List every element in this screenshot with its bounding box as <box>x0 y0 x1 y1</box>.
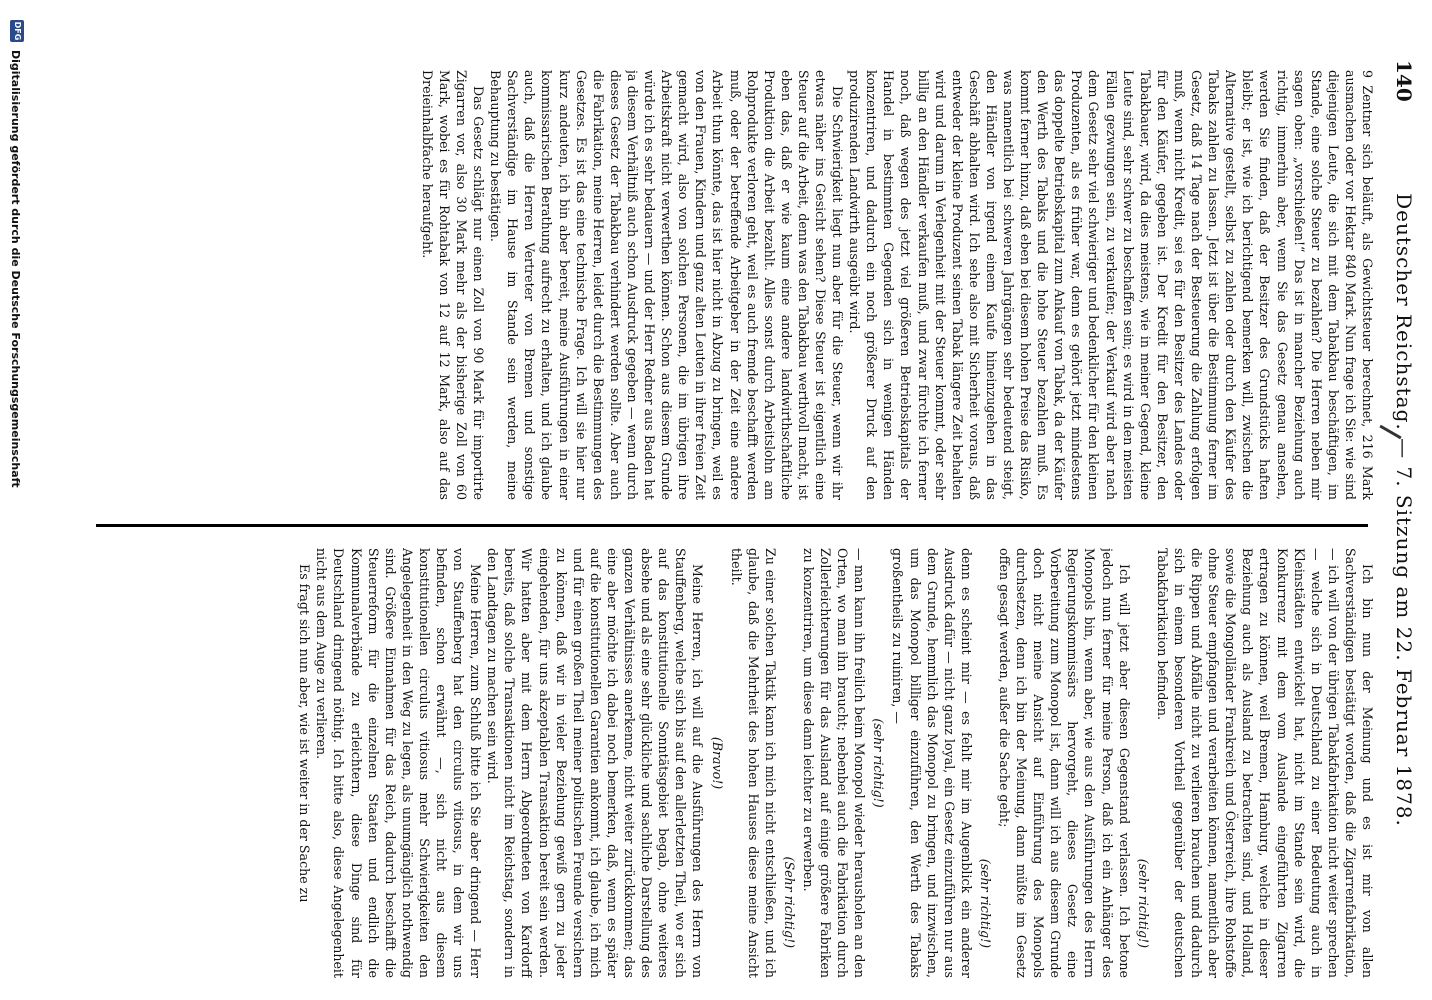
paragraph: 9 Zentner sich beläuft, als Gewichtsteuer berechnet, 216 Mark ausmachen oder vor Hektar 840 Mark. Nun frage ich Sie: wie sind diejenigen Leute, die sich mit dem Tabakbau beschäftigen, im Stande, eine solche Steuer zu bezahlen? Die Herren neben mir sagen oben: „vorschießen!“ Das ist in mancher Beziehung auch richtig, immerhin aber, wenn Sie das Gesetz genau ansehen, werden Sie finden, daß der Besitzer des Grundstücks haften bleibt; er ist, wie ich berichtigend bemerken will, zwischen die Alternative gestellt, selbst zu zahlen oder durch den Käufer des Tabaks zahlen zu lassen. Jetzt ist über die Bestimmung ferner im Gesetz, daß 14 Tage nach der Besteuerung die Zahlung erfolgen muß, wenn nicht Kredit, sei es für den Besitzer des Landes oder für den Käufer, gegeben ist. Der Kredit für den Besitzer, den Tabakbauer, wird, da dies meistens, wie in meiner Gegend, kleine Leute sind, sehr schwer zu beschaffen sein; es wird in den meisten Fällen gezwungen sein, zu verkaufen; der Verkauf wird aber nach dem Gesetz sehr viel schwieriger und bedenklicher für den kleinen Produzenten, als es früher war, denn es gehört jetzt mindestens das doppelte Betriebskapital zum Ankauf von Tabak, da der Käufer den Werth des Tabaks und die hohe Steuer bezahlen muß. Es kommt ferner hinzu, daß eben bei diesem hohen Preise das Risiko, was namentlich bei schweren Jahrgängen sehr bedeutend steigt, den Händler von irgend einem Kaufe hineinzugehen in das Geschäft abhalten wird. Ich sehe also mit Sicherheit voraus, daß entweder der kleine Produzent seinen Tabak längere Zeit behalten wird und darum in Verlegenheit mit der Steuer kommt, oder sehr billig an den Händler verkaufen muß, und zwar fürchte ich ferner noch, daß wegen des jetzt viel größeren Betriebskapitals der Handel in bestimmten Gegenden sich in wenigen Händen konzentriren, und dadurch ein noch größerer Druck auf den produzirenden Landwirth ausgeübt wird. <box>847 70 1375 500</box>
paragraph: Die Schwierigkeit liegt nun aber für die Steuer, wenn wir ihr etwas näher ins Gesicht sehen? Diese Steuer ist eigentlich eine Steuer auf die Arbeit, denn was den Tabakbau werthvoll macht, ist eben das, daß er wie kaum eine andere landwirthschaftliche Produktion die Arbeit bezahlt. Alles sonst durch Arbeitslohn am Rohprodukte verloren geht, weil es auch fremde beschafft werden muß, oder der betreffende Arbeitgeber in der Zeit eine andere Arbeit thun könnte, das ist hier nicht in Abzug zu bringen, weil es von den Frauen, Kindern und ganz alten Leuten in ihrer freien Zeit gemacht wird, also von solchen Personen, die im übrigen ihre Arbeitskraft nicht verwerthen können. Schon aus diesem Grunde würde ich es sehr bedauern — und der Herr Redner aus Baden hat ja diesem Verhältniß auch schon Ausdruck gegeben — wenn durch dieses Gesetz der Tabakbau verhindert werden sollte. Aber auch die Fabrikation, meine Herren, leidet durch die Bestimmungen des Gesetzes. Es ist das eine technische Frage. Ich will sie hier nur kurz andeuten, ich bin aber bereit, meine Ausführungen in einer kommissarischen Berathung aufrecht zu erhalten, und ich glaube auch, daß die Herren Vertreter von Bremen und sonstige Sachverständige im Hause im Stande sein werden, meine Behauptung zu bestätigen. <box>488 70 846 500</box>
digitization-footer <box>2 20 28 980</box>
paragraph: Das Gesetz schlägt nur einen Zoll von 90 Mark für importirte Zigarren vor, also 30 Mark mehr als der bisherige Zoll von 60 Mark, wobei es für Rohtabak von 12 auf 12 Mark, also auf das Dreieinhalbfache heraufgeht. <box>419 70 487 500</box>
paragraph: Ich will jetzt aber diesen Gegenstand verlassen. Ich betone jedoch nun ferner für meine Person, daß ich ein Anhänger des Monopols bin, wenn aber, wie aus den Ausführungen des Herrn Regierungskommissärs hervorgeht, dieses Gesetz eine Vorbereitung zum Monopol ist, dann will ich aus diesem Grunde doch nicht meine Ansicht auf Einführung des Monopols durchsetzen, denn ich bin der Meinung, dann müßte im Gesetz offen gesagt werden, außer die Sache geht; <box>997 548 1132 978</box>
paragraph: denn es scheint mir — es fehlt mir im Augenblick ein anderer Ausdruck dafür — nicht ganz loyal, ein Gesetz einzuführen nur aus dem Grunde, hemmlich das Monopol zu bringen, und inzwischen, um das Monopol billiger einzuführen, den Werth des Tabaks großentheils zu ruiniren, — <box>890 548 974 978</box>
stage-direction: (Sehr richtig!) <box>781 856 797 948</box>
stage-direction: (Bravo!) <box>709 736 725 790</box>
paragraph: Es fragt sich nun aber, wie ist weiter in der Sache zu <box>297 564 313 903</box>
stage-direction: (sehr richtig!) <box>871 718 887 808</box>
text-column-right <box>70 548 1376 978</box>
stage-direction: (sehr richtig!) <box>977 858 993 948</box>
paragraph: Meine Herren, zum Schluß bitte ich Sie aber dringend — Herr von Stauffenberg hat den circulus vitiosus, in dem wir uns befinden, schon erwähnt —, sich nicht aus diesem konstitutionellen circulus vitiosus mehr Schwierigkeiten den Angelegenheit in den Weg zu legen, als unumgänglich nothwendig sind. Größere Einnahmen für das Reich, dadurch beschafft die Steuerreform für die einzelnen Staaten und endlich die Kommunalverbände zu erleichtern, diese Dinge sind für Deutschland dringend nöthig. Ich bitte also, diese Angelegenheit nicht aus dem Auge zu verlieren. <box>314 548 484 978</box>
paragraph: Ich bin nun der Meinung und es ist mir von allen Sachverständigen bestätigt worden, daß die Zigarrenfabrikation, — ich will von der übrigen Tabakfabrikation nicht weiter sprechen — welche sich in Deutschland zu einer Bedeutung auch in Kleinstädten entwickelt hat, nicht im Stande sein wird, die Konkurrenz mit dem vom Auslande eingeführten Zigarren ertragen zu können, weil Bremen, Hamburg, welche in dieser Beziehung auch als Ausland zu betrachten sind, und Holland, sowie die Mongolländer Frankreich und Österreich, ihre Rohstoffe ohne Steuer empfangen und verarbeiten können, namentlich aber die Rippen und Abfälle nicht zu verlieren brauchen und dadurch sich in einem besonderen Vortheil gegenüber der deutschen Tabakfabrikation befinden. <box>1154 548 1375 978</box>
page-number: 140 <box>1392 60 1416 102</box>
page-header <box>1388 60 1422 960</box>
stage-direction: (sehr richtig!) <box>1135 858 1151 948</box>
paragraph: Meine Herren, ich will auf die Ausführungen des Herrn von Stauffenberg, welche sich bis auf den allerletzten Theil, wo er sich auf das konstitutionelle Sonntätsgebiet begab, ohne weiteres absehe und als eine sehr glückliche und sachliche Darstellung des ganzen Verhältnisses anerkenne, nicht weiter zurückkommen; das eine aber möchte ich dabei noch bemerken, daß, wenn es später auf die konstitutionellen Garantien ankommt, ich glaube, ich mich und für einen großen Theil meiner politischen Freunde versichern zu können, daß wir in vieler Beziehung gewiß gern zu jeder eingehenden, für uns akzeptablen Transaktion bereit sein werden. Wir hatten aber mit dem Herrn Abgeordneten von Kardorff bereits, daß solche Transaktionen nicht im Reichstag, sondern in den Landtagen zu machen sein wird. <box>485 548 706 978</box>
running-title: Deutscher Reichstag. — 7. Sitzung am 22. Februar 1878. <box>1392 193 1416 827</box>
funding-credit: Digitalisierung gefördert durch die Deutsche Forschungsgemeinschaft <box>9 50 22 488</box>
text-column-left <box>70 70 1376 500</box>
paragraph: Zu einer solchen Taktik kann ich mich nicht entschließen, und ich glaube, daß die Mehrheit des hohen Hauses diese meine Ansicht theilt. <box>728 548 778 978</box>
dfg-logo-icon: DFG <box>10 20 24 42</box>
paragraph: — man kann ihn freilich beim Monopol wieder herausholen an den Orten, wo man ihn braucht; nebenbei auch die Fabrikation durch Zollerleichterungen für das Ausland auf einige größere Fabriken zu konzentriren, um diese dann leichter zu erwerben. <box>801 548 868 978</box>
column-divider <box>96 524 1368 527</box>
